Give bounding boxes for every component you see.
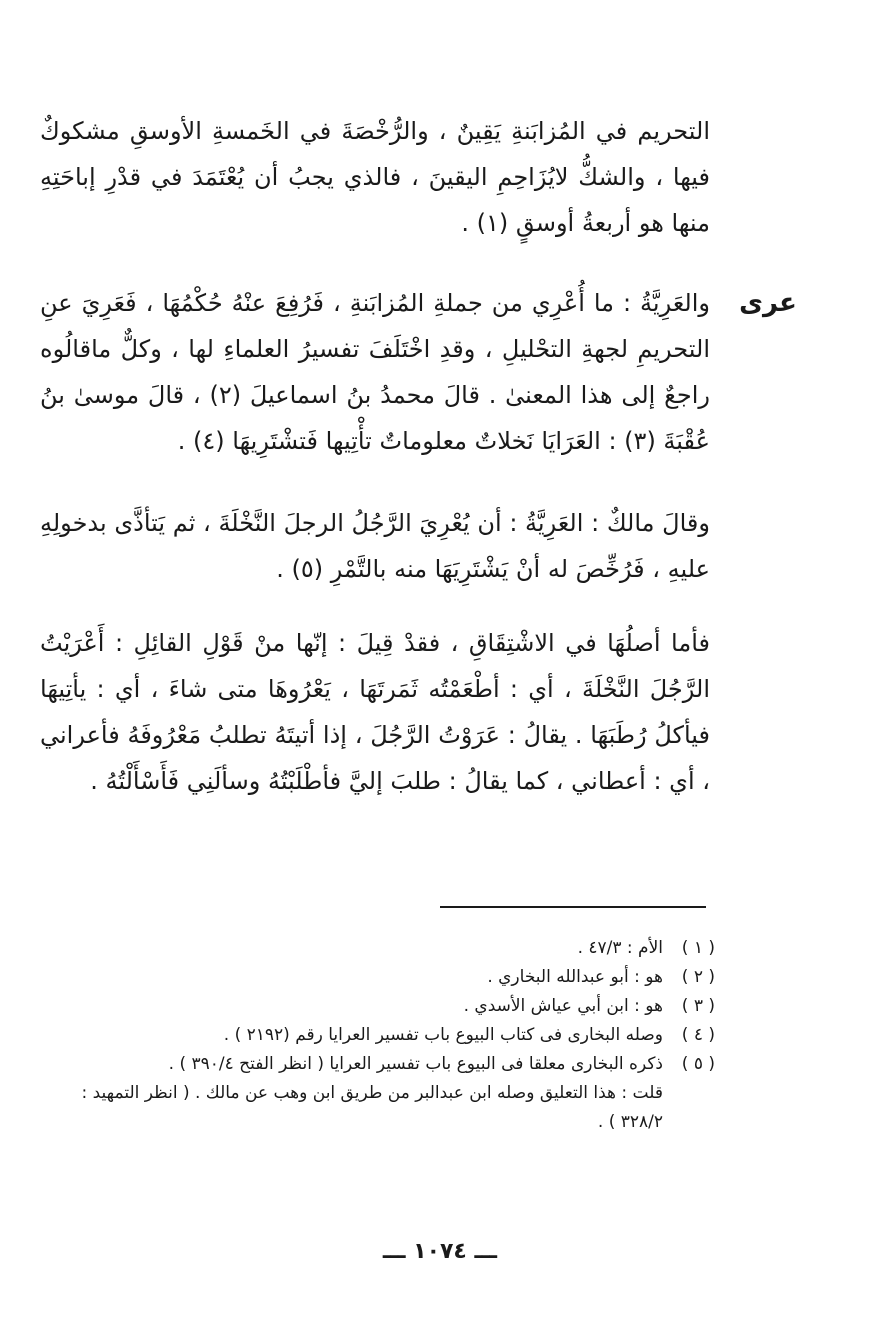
paragraph-3: وقالَ مالكٌ : العَرِيَّةُ : أن يُعْرِيَ الرَّجُلُ الرجلَ النَّخْلَةَ ، ثم يَتأذَّى بدخولِهِ عليهِ ، فَرُخِّصَ له أنْ يَشْتَرِيَهَا منه بالتَّمْرِ (٥) . xyxy=(40,509,710,583)
page-number: ـــ ١٠٧٤ ـــ xyxy=(382,1239,498,1264)
footnote-number: ( ١ ) xyxy=(681,938,715,958)
footnote-item xyxy=(60,934,715,963)
paragraph-1: التحريم في المُزابَنةِ يَقِينٌ ، والرُّخْصَةَ في الخَمسةِ الأوسقِ مشكوكٌ فيها ، والشكُّ لايُزَاحِمِ اليقينَ ، فالذي يجبُ أن يُعْتَمَدَ في قدْرِ إباحَتِهِ منها هو أربعةُ أوسقٍ (١) . xyxy=(40,117,710,237)
footnote-text: هو : أبو عبدالله البخاري . xyxy=(487,967,663,987)
footnote-item xyxy=(60,1050,715,1137)
footnote-number: ( ٥ ) xyxy=(681,1054,715,1074)
margin-entry-word: عرى xyxy=(739,288,797,318)
footnote-text: الأم : ٤٧/٣ . xyxy=(577,938,663,958)
footnote-text: ذكره البخارى معلقا فى البيوع باب تفسير العرايا ( انظر الفتح ٣٩٠/٤ ) . xyxy=(168,1054,663,1074)
footnote-separator xyxy=(440,906,706,908)
footnote-item xyxy=(60,1021,715,1050)
footnote-number: ( ٢ ) xyxy=(681,967,715,987)
footnote-number: ( ٣ ) xyxy=(681,996,715,1016)
paragraph-2: والعَرِيَّةُ : ما أُعْرِي من جملةِ المُزابَنةِ ، فَرُفِعَ عنْهُ حُكْمُهَا ، فَعَرِيَ عنِ التحريمِ لجهةِ التحْليلِ ، وقدِ اخْتَلَفَ تفسيرُ العلماءِ لها ، وكلٌّ ماقالُوه راجعٌ إلى هذا المعنىٰ . قالَ محمدُ بنُ اسماعيلَ (٢) ، قالَ موسىٰ بنُ عُقْبَةَ (٣) : العَرَايَا نَخلاتٌ معلوماتٌ تأْتِيها فَتشْتَرِيهَا (٤) . xyxy=(40,289,710,455)
footnote-number: ( ٤ ) xyxy=(681,1025,715,1045)
footnote-item xyxy=(60,992,715,1021)
footnote-item xyxy=(60,963,715,992)
footnotes-list xyxy=(60,934,715,1137)
footnote-continuation: قلت : هذا التعليق وصله ابن عبدالبر من طريق ابن وهب عن مالك . ( انظر التمهيد : ٣٢٨/٢ ) . xyxy=(81,1083,663,1132)
footnote-text: وصله البخارى فى كتاب البيوع باب تفسير العرايا رقم (٢١٩٢ ) . xyxy=(223,1025,663,1045)
paragraph-4: فأما أصلُهَا في الاشْتِقَاقِ ، فقدْ قِيلَ : إنّها منْ قَوْلِ القائِلِ : أَعْرَيْتُ الرَّجُلَ النَّخْلَةَ ، أي : أطْعَمْتُه ثَمَرتَهَا ، يَعْرُوهَا متى شاءَ ، أي : يأتِيهَا فيأكلُ رُطَبَهَا . يقالُ : عَرَوْتُ الرَّجُلَ ، إذا أتيتَهُ تطلبُ مَعْرُوفَهُ فأعراني ، أي : أعطاني ، كما يقالُ : طلبَ إليَّ فأطْلَبْتُهُ وسألَنِي فَأَسْأَلْتُهُ . xyxy=(40,629,710,795)
footnote-text: هو : ابن أبي عياش الأسدي . xyxy=(463,996,663,1016)
